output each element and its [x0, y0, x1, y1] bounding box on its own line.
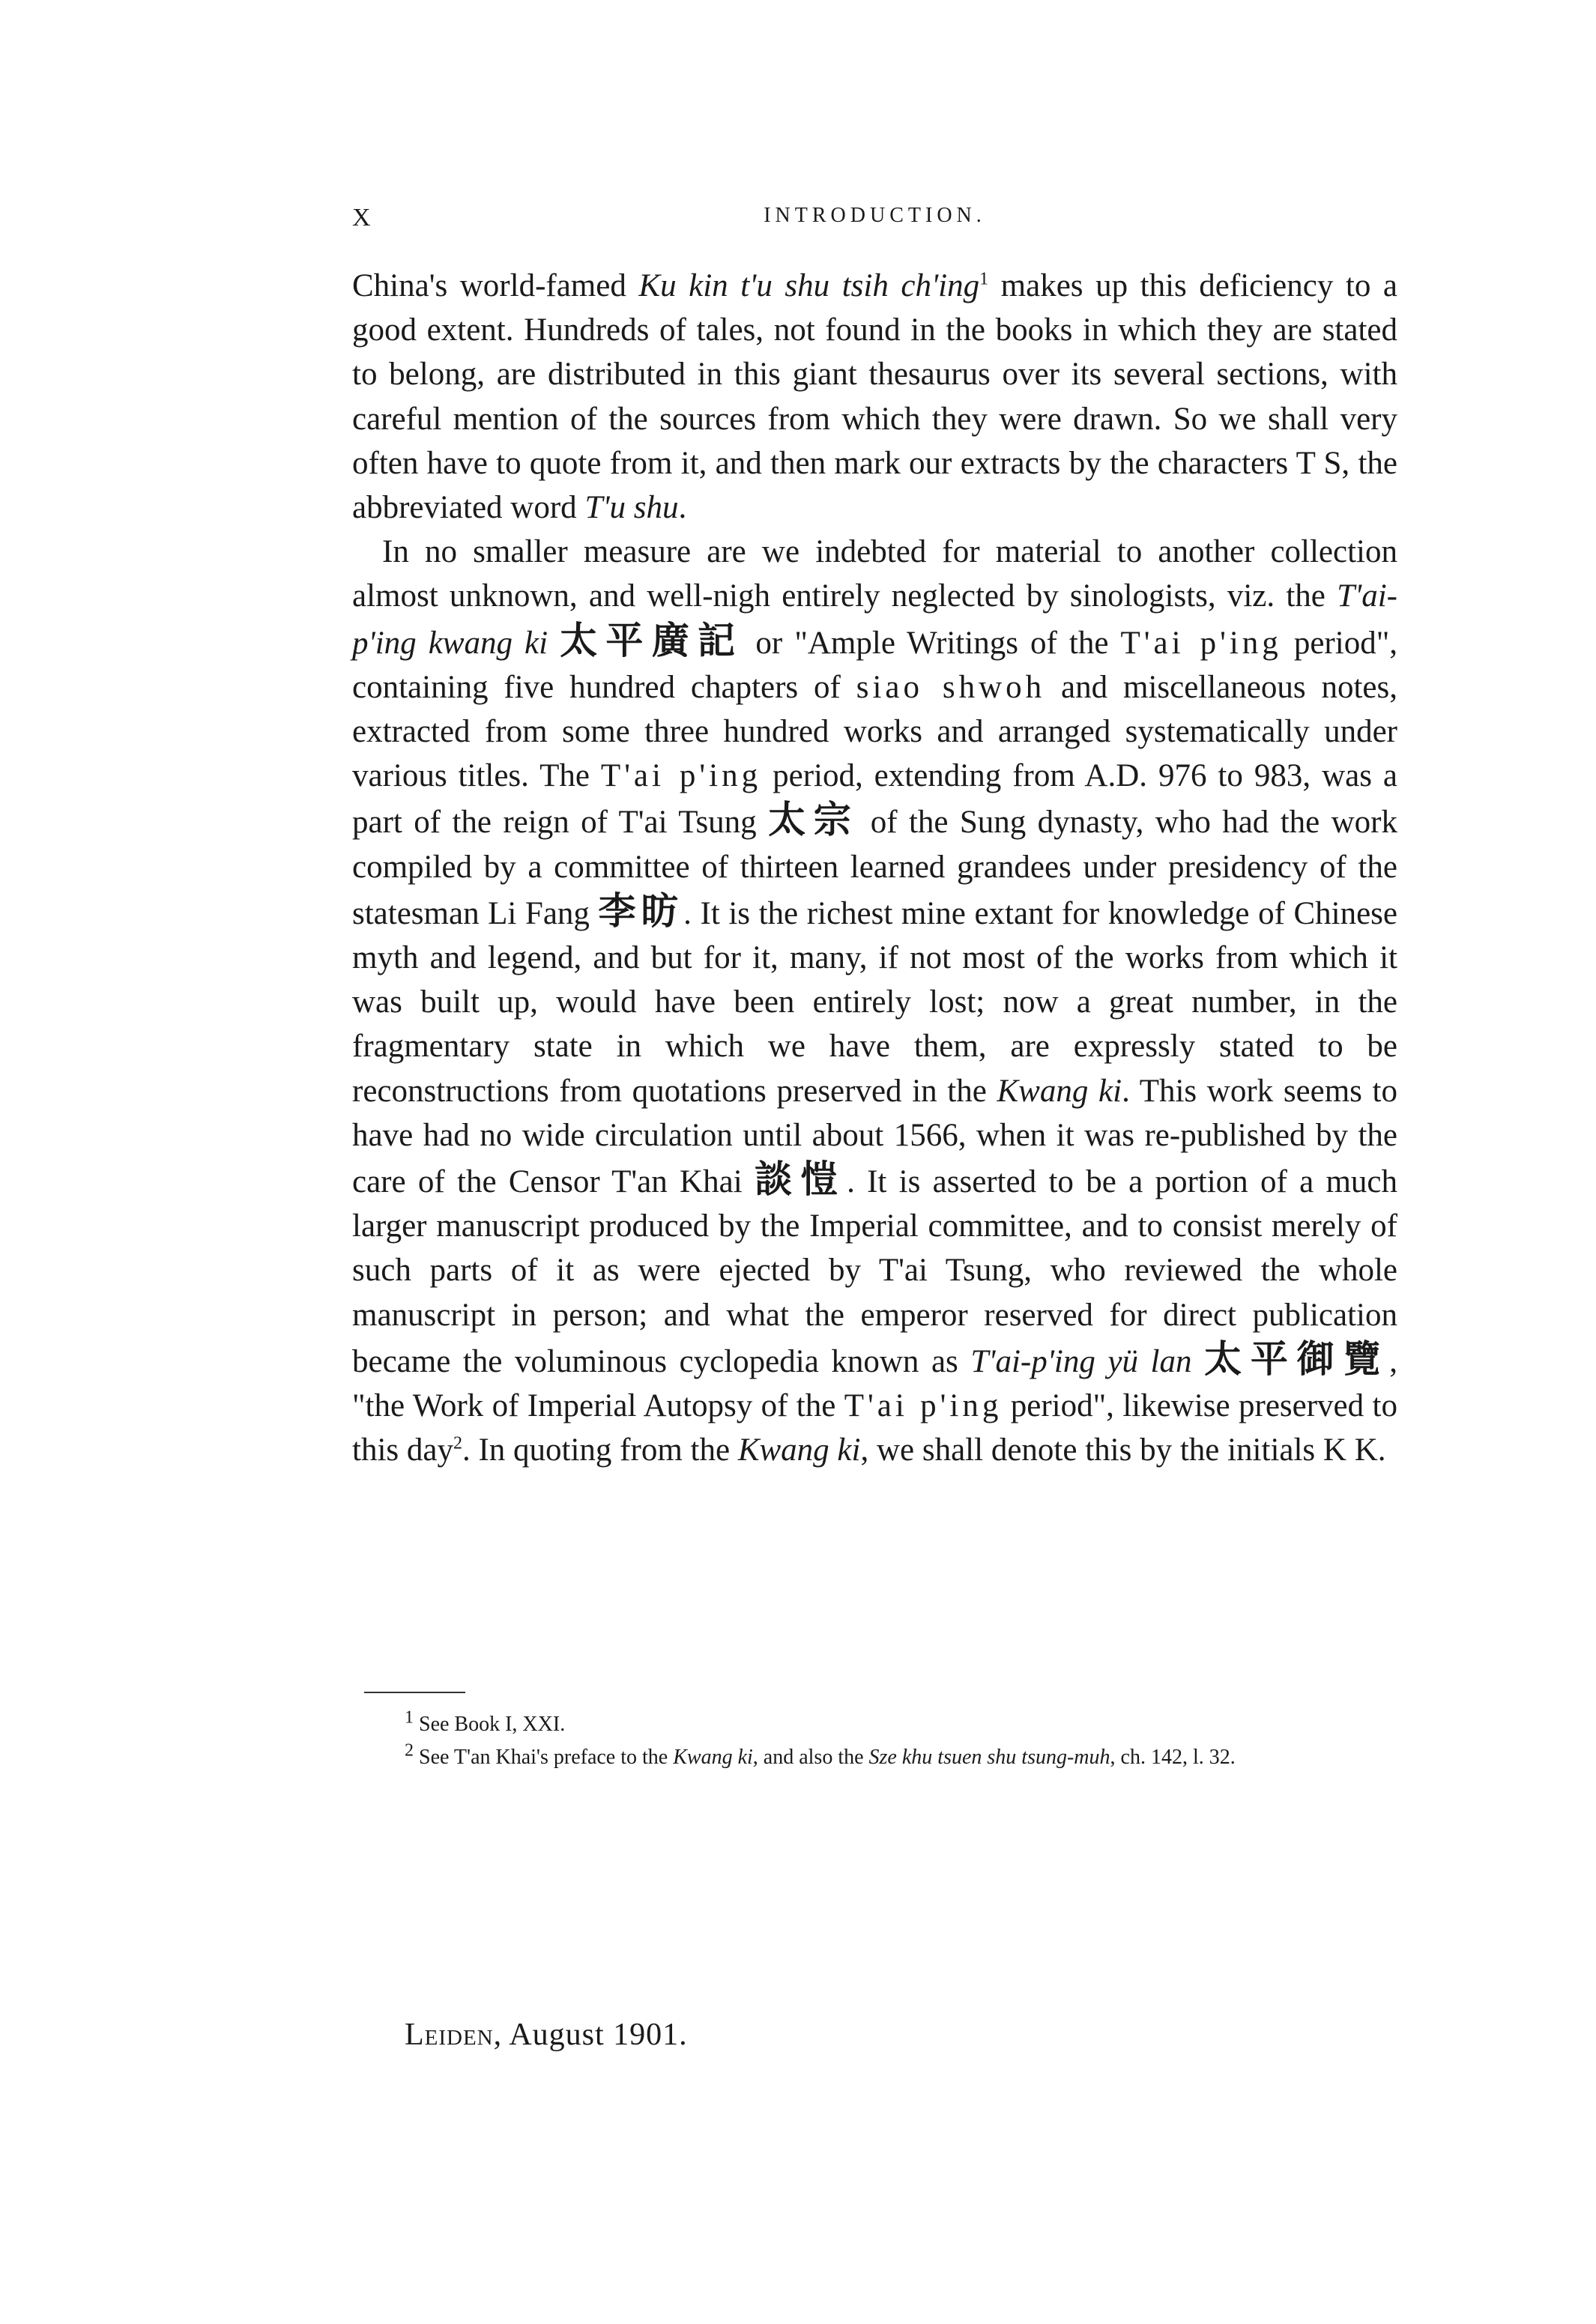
- chinese-characters: 李昉: [598, 889, 684, 933]
- footnote-1: [352, 1708, 1397, 1741]
- text-run: China's world-famed: [352, 268, 639, 303]
- chinese-characters: 太平御覽: [1204, 1337, 1390, 1381]
- text-run: and miscellaneous notes, extracted from some three hundred works and arranged systematically under various titles. The: [352, 669, 1398, 794]
- italic-title: Kwang ki: [673, 1746, 753, 1769]
- footnote-text: , and also the: [752, 1746, 869, 1769]
- paragraph-2: [352, 530, 1397, 1472]
- italic-title: T'u shu: [584, 490, 679, 526]
- footnote-2: [352, 1741, 1397, 1774]
- spaced-term: T'ai p'ing: [1120, 625, 1282, 661]
- chinese-characters: 太平廣記: [560, 618, 744, 662]
- italic-title: Ku kin t'u shu tsih ch'ing: [638, 268, 980, 303]
- text-run: period, extending from A.D. 976 to 983, was a part of the reign of T'ai Tsung: [352, 758, 1397, 841]
- text-run: of the Sung dynasty, who had the work compiled by a committee of thirteen learned grandees under presidency of the statesman Li Fang: [352, 805, 1397, 931]
- chinese-characters: 太宗: [768, 798, 859, 842]
- running-head: [352, 204, 1397, 241]
- running-title: INTRODUCTION.: [764, 204, 986, 227]
- text-run: , "the Work of Imperial Autopsy of the: [352, 1343, 1398, 1424]
- footnote-number: 2: [405, 1740, 414, 1761]
- page-number: X: [352, 204, 372, 232]
- italic-title: T'ai-p'ing kwang ki: [352, 578, 1397, 661]
- spaced-term: T'ai p'ing: [600, 758, 762, 794]
- chinese-characters: 談愷: [754, 1158, 847, 1202]
- footnotes: [352, 1708, 1397, 1774]
- text-run: . It is asserted to be a portion of a much larger manuscript produced by the Imperial committee, and to consist merely of such parts of it as were ejected by T'ai Tsung, who reviewed the whole manuscript in person; and what the emperor reserved for direct publication became the voluminous cyclopedia known as: [352, 1164, 1398, 1379]
- footnote-divider: [364, 1692, 465, 1693]
- signature-place: Leiden: [405, 2018, 494, 2052]
- text-run: . This work seems to have had no wide circulation until about 1566, when it was re-published by the care of the Censor T'an Khai: [352, 1073, 1398, 1200]
- paragraph-1: [352, 264, 1397, 530]
- signature-line: [405, 2017, 688, 2053]
- footnote-ref: 2: [453, 1433, 462, 1453]
- footnote-text: See Book I, XXI.: [414, 1713, 566, 1736]
- footnote-number: 1: [405, 1707, 414, 1728]
- footnote-ref: 1: [979, 269, 989, 289]
- footnote-text: See T'an Khai's preface to the: [414, 1746, 674, 1769]
- footnote-text: , ch. 142, l. 32.: [1110, 1746, 1236, 1769]
- text-run: . In quoting from the: [462, 1432, 738, 1468]
- text-run: .: [678, 490, 687, 526]
- italic-title: Kwang ki: [997, 1073, 1122, 1109]
- spaced-term: siao shwoh: [856, 669, 1046, 705]
- italic-title: T'ai-p'ing yü lan: [970, 1343, 1192, 1379]
- text-run: makes up this deficiency to a good extent. Hundreds of tales, not found in the books in which they are stated to belong, are distributed in this giant thesaurus over its several sections, with careful mention of the sources from which they were drawn. So we shall very often have to quote from it, and then mark our extracts by the characters T S, the abbreviated word: [352, 268, 1397, 526]
- text-run: , we shall denote this by the initials K K.: [860, 1432, 1386, 1468]
- text-run: In no smaller measure are we indebted for material to another collection almost unknown, and well-nigh entirely neglected by sinologists, viz. the: [352, 534, 1397, 614]
- signature-date: , August 1901.: [493, 2018, 688, 2052]
- italic-title: Kwang ki: [737, 1432, 861, 1468]
- text-run: or "Ample Writings of the: [743, 625, 1121, 661]
- text-run: . It is the richest mine extant for knowledge of Chinese myth and legend, and but for it, many, if not most of the works from which it was built up, would have been entirely lost; now a great number, in the fragmentary state in which we have them, are expressly stated to be reconstructions from quotations preserved in the: [352, 895, 1397, 1109]
- text-run: period", likewise preserved to this day: [352, 1388, 1397, 1468]
- italic-title: Sze khu tsuen shu tsung-muh: [868, 1746, 1110, 1769]
- body-text: [352, 264, 1397, 1472]
- spaced-term: T'ai p'ing: [844, 1388, 1003, 1424]
- text-run: period", containing five hundred chapters of: [352, 625, 1397, 705]
